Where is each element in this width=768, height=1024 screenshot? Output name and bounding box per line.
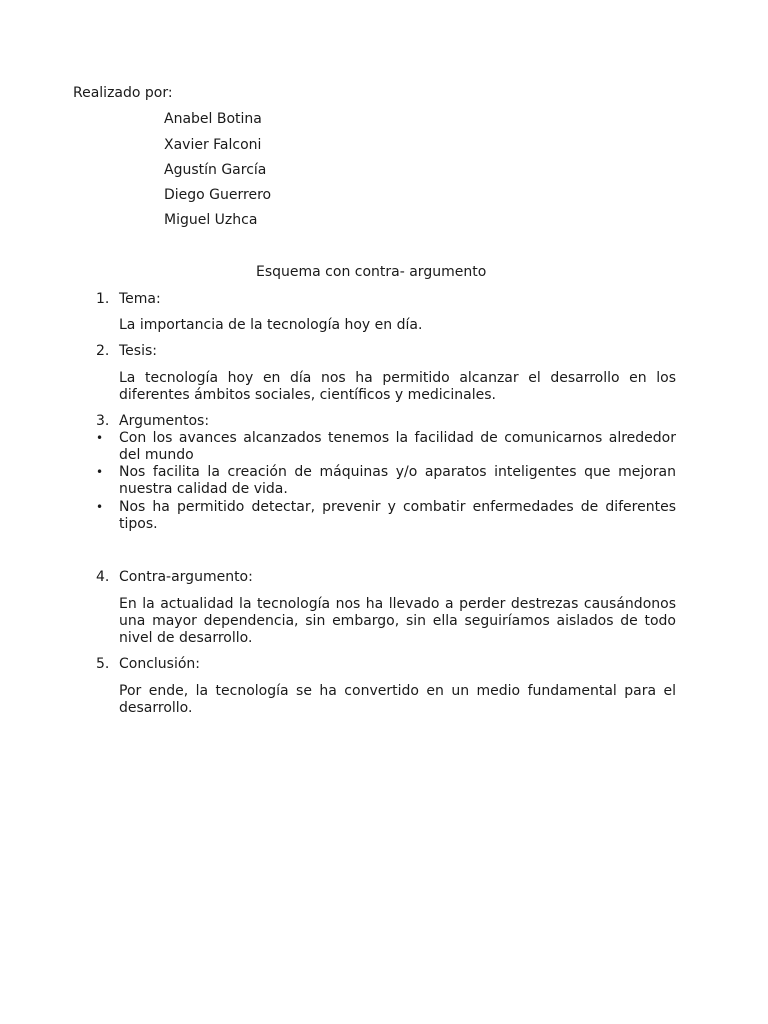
section-number: 4. — [96, 569, 110, 585]
author-name: Xavier Falconi — [164, 137, 262, 153]
section-heading-contra: Contra-argumento: — [119, 569, 253, 585]
author-name: Anabel Botina — [164, 111, 262, 127]
section-body-tesis: La tecnología hoy en día nos ha permitido alcanzar el desarrollo en los diferentes ámbitos sociales, científicos y medicinales. — [119, 370, 676, 403]
bullet-icon: • — [96, 500, 104, 514]
argument-item: Con los avances alcanzados tenemos la facilidad de comunicarnos alrededor del mundo — [119, 430, 676, 463]
author-name: Miguel Uzhca — [164, 212, 258, 228]
bullet-icon: • — [96, 431, 104, 445]
document-title: Esquema con contra- argumento — [256, 264, 487, 280]
section-heading-tema: Tema: — [119, 291, 161, 307]
section-body-tema: La importancia de la tecnología hoy en día. — [119, 317, 423, 333]
author-name: Diego Guerrero — [164, 187, 272, 203]
section-heading-conclusion: Conclusión: — [119, 656, 201, 672]
argument-item: Nos ha permitido detectar, prevenir y combatir enfermedades de diferentes tipos. — [119, 499, 676, 532]
authors-label: Realizado por: — [73, 85, 173, 101]
section-number: 1. — [96, 291, 110, 307]
bullet-icon: • — [96, 465, 104, 479]
author-name: Agustín García — [164, 162, 267, 178]
section-number: 3. — [96, 413, 110, 429]
argument-item: Nos facilita la creación de máquinas y/o aparatos inteligentes que mejoran nuestra calidad de vida. — [119, 464, 676, 497]
section-body-contra: En la actualidad la tecnología nos ha llevado a perder destrezas causándonos una mayor dependencia, sin embargo, sin ella seguiríamos aislados de todo nivel de desarrollo. — [119, 596, 676, 646]
section-heading-argumentos: Argumentos: — [119, 413, 210, 429]
section-number: 2. — [96, 343, 110, 359]
section-body-conclusion: Por ende, la tecnología se ha convertido en un medio fundamental para el desarrollo. — [119, 683, 676, 716]
section-number: 5. — [96, 656, 110, 672]
section-heading-tesis: Tesis: — [119, 343, 157, 359]
